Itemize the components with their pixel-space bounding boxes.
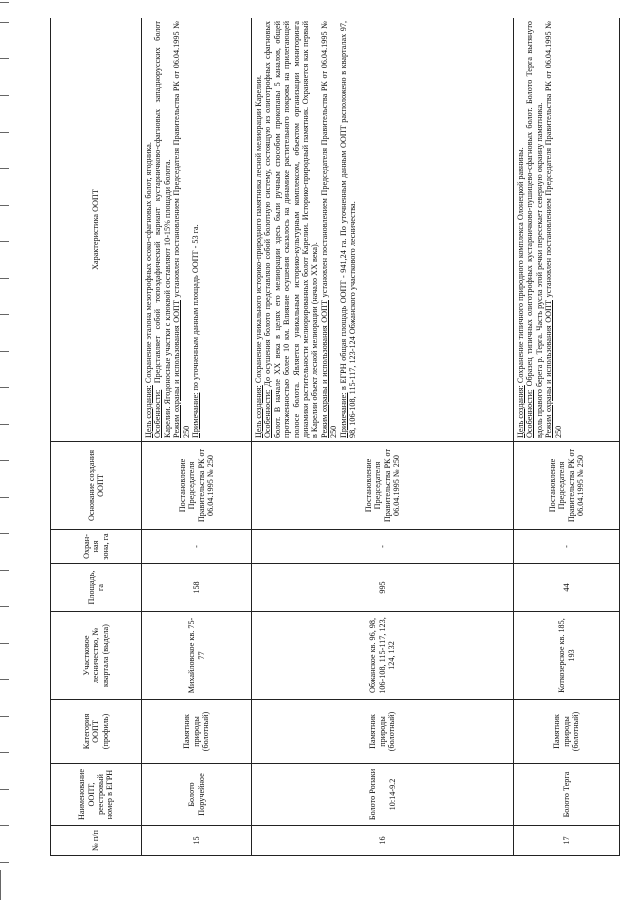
desc-text: До осушения болото представляло собой болотную систему, состоящую из олиготрофных сфагновых болот. В начале XX века в целях его мелиорации здесь были ручным способом прокопаны 5 каналов, общей протяженностью более 10 км. Влияние осушения сказалось на динамике растительного покрова на прилегающей полосе болота. Является уникальным историко-культурным комплексом, объектом организации мониторинга динамики растительности мелиорированных болот Карелии. Историко-природный памятник. Охраняется как первый в Карелии объект лесной мелиорации (начало XX века). [263, 21, 320, 438]
header-category: Категория ООПТ (профиль) [51, 700, 142, 764]
row-forestry: Михайловское кв. 75-77 [142, 612, 252, 700]
desc-text: Сохранение уникального историко-природного памятника лесной мелиорации Карелии. [254, 75, 263, 386]
desc-regime [172, 21, 191, 438]
rotated-table-page [50, 18, 620, 856]
row-basis: Постановление Председателя Правительства РК от 06.04.1995 № 250 [252, 442, 514, 530]
row-reg-number: 10:14-9.2 [387, 778, 397, 811]
desc-features [153, 21, 172, 438]
table-row [514, 18, 620, 856]
row-buffer: - [252, 530, 514, 564]
row-num: 16 [252, 826, 514, 856]
row-buffer: - [142, 530, 252, 564]
desc-features [525, 21, 544, 438]
table-row [142, 18, 252, 856]
desc-goal [516, 21, 525, 438]
header-basis: Основание создания ООПТ [51, 442, 142, 530]
header-area: Площадь, га [51, 564, 142, 612]
row-forestry: Обжанское кв. 96, 98, 106-108, 115-117, 123, 124, 132 [252, 612, 514, 700]
row-name: Болото Поручейное [142, 764, 252, 826]
desc-regime [544, 21, 563, 438]
desc-text: по уточненным данным площадь ООПТ - 53 га. [191, 224, 201, 393]
desc-label: Особенности: [263, 389, 273, 438]
row-description [252, 18, 514, 442]
row-num: 17 [514, 826, 620, 856]
row-name: Болото Ропаки [368, 768, 378, 821]
header-row [51, 18, 142, 856]
desc-text: установлен постановлением Председателя Правительства РК от 06.04.1995 № 250 [544, 21, 563, 438]
desc-text: в ЕГРН общая площадь ООПТ - 941,24 га. По уточненным данным ООПТ расположено в кварталах 97, 98, 106-108, 115-117, 123-124 Обжанского участкового лесничества. [338, 21, 358, 438]
row-description [514, 18, 620, 442]
desc-goal [144, 21, 153, 438]
table-row [252, 18, 514, 856]
row-forestry: Коткозерское кв. 185, 193 [514, 612, 620, 700]
header-num: № п/п [51, 826, 142, 856]
row-category: Памятник природы (болотный) [142, 700, 252, 764]
row-name: Болото Терга [514, 764, 620, 826]
row-basis: Постановление Председателя Правительства РК от 06.04.1995 № 250 [142, 442, 252, 530]
desc-label: Примечание: [338, 392, 348, 438]
row-basis: Постановление Председателя Правительства РК от 06.04.1995 № 250 [514, 442, 620, 530]
oopt-table [50, 18, 620, 856]
header-forestry: Участковое лесничество, № квартала (выдела) [51, 612, 142, 700]
desc-label: Цель создания: [516, 385, 525, 438]
desc-label: Примечание: [191, 392, 201, 438]
desc-label: Особенности: [525, 389, 535, 438]
desc-label: Особенности: [153, 389, 163, 438]
desc-label: Цель создания: [144, 385, 153, 438]
header-description: Характеристика ООПТ [51, 18, 142, 442]
row-area: 158 [142, 564, 252, 612]
header-name: Наименование ООПТ, реестровый номер в ЕГРН [51, 764, 142, 826]
desc-text: установлен постановлением Председателя Правительства РК от 06.04.1995 № 250 [172, 21, 191, 438]
row-area: 995 [252, 564, 514, 612]
row-name-cell [252, 764, 514, 826]
desc-text: установлен постановлением Председателя Правительства РК от 06.04.1995 № 250 [319, 21, 339, 438]
row-category: Памятник природы (болотный) [514, 700, 620, 764]
desc-text: Образец типичных олиготрофных кустарничково-пушицево-сфагновых болот. Болото Терга вытянуто вдоль правого берега р. Терга. Часть русла этой речки пересекает северную окраину памятника. [525, 21, 544, 438]
row-num: 15 [142, 826, 252, 856]
header-buffer: Охран- ная зона, га [51, 530, 142, 564]
desc-label: Режим охраны и использования ООПТ [544, 300, 554, 438]
desc-text: Сохранение типичного природного комплекса Олонецкой равнины. [516, 147, 525, 386]
desc-label: Цель создания: [254, 385, 263, 438]
desc-label: Режим охраны и использования ООПТ [319, 300, 329, 438]
desc-note [339, 21, 358, 438]
row-buffer: - [514, 530, 620, 564]
desc-label: Режим охраны и использования ООПТ [172, 300, 182, 438]
row-category: Памятник природы (болотный) [252, 700, 514, 764]
row-area: 44 [514, 564, 620, 612]
desc-features [263, 21, 319, 438]
desc-regime [320, 21, 339, 438]
desc-goal [254, 21, 263, 438]
desc-text: Представляет собой топоэдафический вариант кустарничково-сфагновых западнорусских болот Карелии. Ягодоносные участки с клюквой составляют 10-15% площади болота. [153, 21, 172, 438]
desc-text: Сохранение эталона мезотрофных осоко-сфагновых болот, ягодника. [144, 142, 153, 386]
row-description [142, 18, 252, 442]
desc-note [191, 21, 200, 438]
